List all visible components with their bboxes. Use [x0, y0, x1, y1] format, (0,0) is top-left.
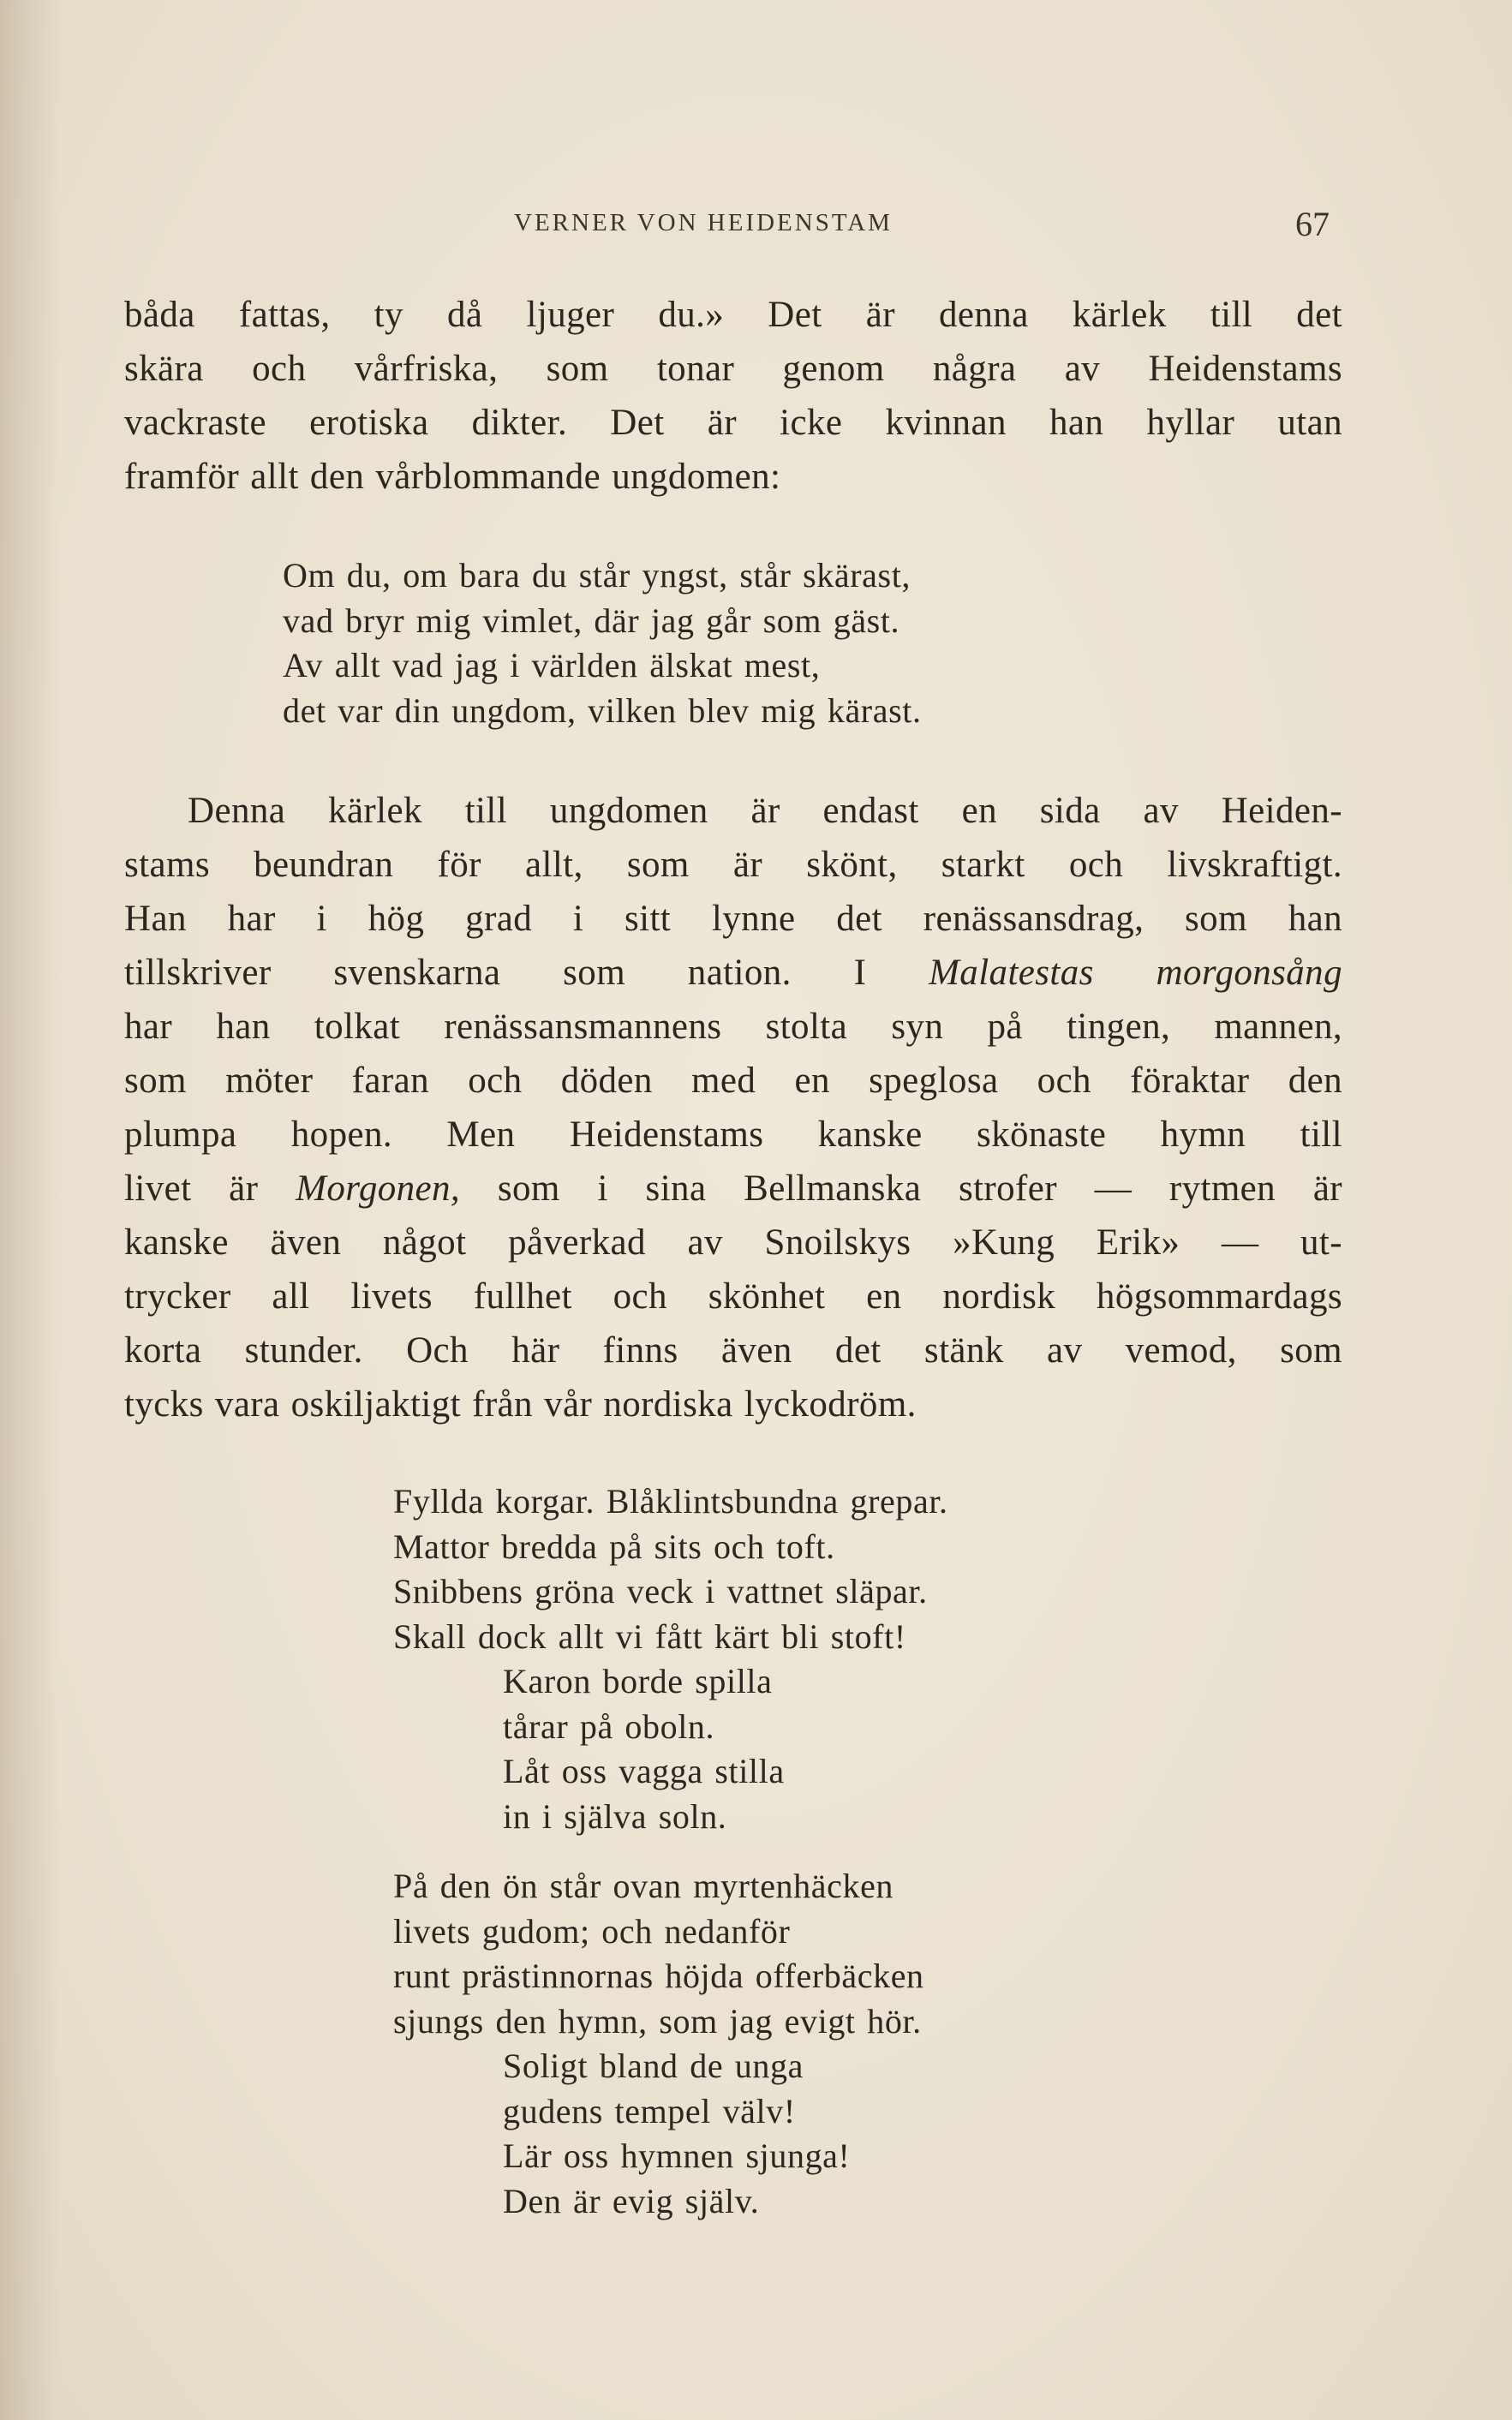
running-head — [0, 205, 1512, 243]
poem-2-stanza-2 — [393, 1864, 924, 2224]
page-number: 67 — [1295, 205, 1330, 243]
verse-line: gudens tempel välv! — [503, 2091, 796, 2130]
verse-line: Om du, om bara du står yngst, står skärast, — [283, 556, 911, 595]
verse-line: tårar på oboln. — [503, 1706, 715, 1746]
text-line-with-title — [124, 1162, 1342, 1216]
verse-line: Skall dock allt vi fått kärt bli stoft! — [393, 1616, 906, 1656]
verse-line: sjungs den hymn, som jag evigt hör. — [393, 2001, 922, 2041]
verse-line: livets gudom; och nedanför — [393, 1911, 791, 1951]
verse-line: vad bryr mig vimlet, där jag går som gäst. — [283, 601, 900, 640]
text-line: framför allt den vårblommande ungdomen: — [124, 457, 781, 497]
text-segment: tillskriver svenskarna som nation. I — [124, 953, 867, 993]
text-segment: livet är — [124, 1168, 259, 1209]
verse-line: runt prästinnornas höjda offerbäcken — [393, 1957, 924, 1995]
verse-line: Av allt vad jag i världen älskat mest, — [283, 646, 821, 684]
text-line: kanske även något påverkad av Snoilskys »Kung Erik» — ut- — [124, 1222, 1342, 1263]
verse-line: det var din ungdom, vilken blev mig kärast. — [283, 690, 922, 730]
verse-line: Mattor bredda på sits och toft. — [393, 1527, 835, 1566]
text-line: tycks vara oskiljaktigt från vår nordiska lyckodröm. — [124, 1384, 917, 1425]
text-line: har han tolkat renässansmannens stolta syn på tingen, mannen, — [124, 1007, 1342, 1047]
verse-line: Karon borde spilla — [503, 1662, 773, 1700]
text-segment: som i sina Bellmanska strofer — rytmen är — [497, 1168, 1343, 1209]
poem-1 — [283, 553, 922, 733]
text-line: stams beundran för allt, som är skönt, starkt och livskraftigt. — [124, 845, 1342, 885]
verse-line: På den ön står ovan myrtenhäcken — [393, 1867, 894, 1905]
text-line: plumpa hopen. Men Heidenstams kanske skönaste hymn till — [124, 1114, 1342, 1155]
verse-line: Fyllda korgar. Blåklintsbundna grepar. — [393, 1482, 948, 1521]
text-line: trycker all livets fullhet och skönhet en nordisk högsommardags — [124, 1276, 1342, 1317]
verse-line: Soligt bland de unga — [503, 2047, 804, 2085]
italic-title: Malatestas morgonsång — [929, 953, 1342, 993]
italic-title: Morgonen, — [296, 1168, 461, 1209]
verse-line: Den är evig själv. — [503, 2181, 760, 2220]
text-line: Han har i hög grad i sitt lynne det renässansdrag, som han — [124, 899, 1342, 939]
text-line: som möter faran och döden med en speglosa och föraktar den — [124, 1061, 1342, 1101]
text-line: båda fattas, ty då ljuger du.» Det är denna kärlek till det — [124, 295, 1342, 335]
text-line: skära och vårfriska, som tonar genom några av Heidenstams — [124, 349, 1342, 389]
text-line: vackraste erotiska dikter. Det är icke kvinnan han hyllar utan — [124, 403, 1342, 443]
text-line: Denna kärlek till ungdomen är endast en sida av Heiden- — [188, 791, 1342, 831]
verse-line: Låt oss vagga stilla — [503, 1752, 785, 1790]
verse-line: in i själva soln. — [503, 1796, 727, 1836]
verse-line: Snibbens gröna veck i vattnet släpar. — [393, 1572, 928, 1610]
verse-line: Lär oss hymnen sjunga! — [503, 2136, 851, 2175]
text-line: korta stunder. Och här finns även det stänk av vemod, som — [124, 1330, 1342, 1371]
paragraph-1 — [124, 288, 1342, 504]
paragraph-2 — [124, 784, 1342, 1431]
poem-2-stanza-1 — [393, 1479, 948, 1839]
running-title: VERNER VON HEIDENSTAM — [514, 209, 893, 236]
text-line-with-title — [124, 946, 1342, 1000]
